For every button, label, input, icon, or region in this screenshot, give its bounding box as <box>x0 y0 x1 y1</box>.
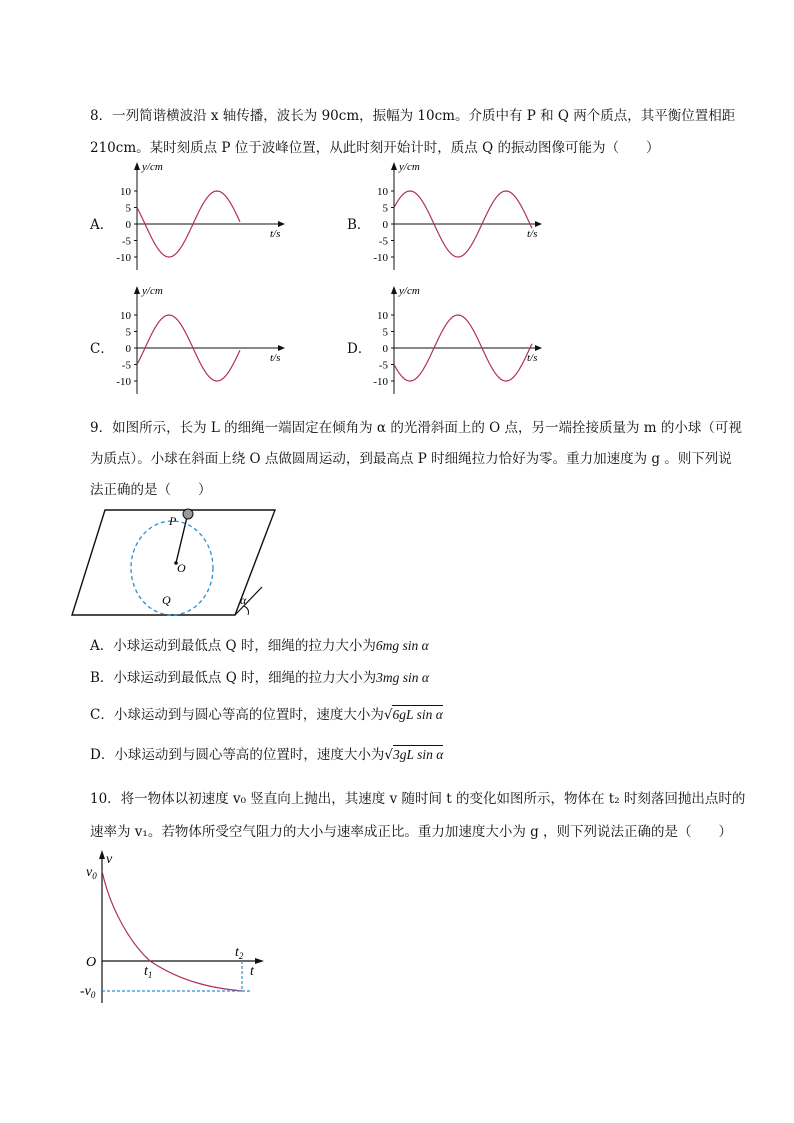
q10-label-t1-sub: 1 <box>147 970 153 980</box>
y-axis-label: y/cm <box>142 161 163 173</box>
q9-label-O: O <box>177 561 186 575</box>
q9-stem-line2: 为质点）。小球在斜面上绕 O 点做圆周运动，到最高点 P 时细绳拉力恰好为零。重力加速度为 g 。则下列说 <box>90 451 732 467</box>
q10-label-t: t <box>250 964 254 979</box>
y-axis-label: y/cm <box>399 161 420 173</box>
q9-option-a[interactable] <box>90 634 429 654</box>
q10-label-t1: t <box>144 964 148 979</box>
q9-option-d-text: D．小球运动到与圆心等高的位置时，速度大小为 <box>90 747 385 763</box>
q9-option-a-formula: 6mg sin α <box>375 638 429 653</box>
q10-label-t2-sub: 2 <box>238 951 244 961</box>
q10-stem-line2: 速率为 v₁。若物体所受空气阻力的大小与速率成正比。重力加速度大小为 g ，则下列说法正确的是（ ） <box>90 824 733 840</box>
q9-option-c[interactable] <box>90 703 443 723</box>
y-tick-label: 5 <box>125 326 131 339</box>
y-axis-arrow-icon <box>391 286 397 294</box>
svg-text:-v0 <box>80 984 96 1000</box>
y-tick-label: 5 <box>382 202 388 215</box>
y-tick-label: -5 <box>121 359 131 372</box>
t-axis-arrow-icon <box>278 345 285 351</box>
q8-option-a-graph <box>90 162 290 277</box>
q8-option-c-label[interactable]: C． <box>90 341 114 357</box>
q9-option-a-text: A．小球运动到最低点 Q 时，细绳的拉力大小为 <box>90 638 376 654</box>
y-axis-label: y/cm <box>142 285 163 297</box>
y-axis-arrow-icon <box>134 162 140 170</box>
y-tick-label: 5 <box>382 326 388 339</box>
y-tick-label: -10 <box>373 376 388 388</box>
q8-option-b-graph <box>347 162 547 277</box>
q10-label-v: v <box>106 852 113 867</box>
y-tick-label: -5 <box>121 235 131 248</box>
y-tick-label: 10 <box>120 310 131 322</box>
q10-label-v0: v <box>86 865 93 880</box>
q9-option-b-text: B．小球运动到最低点 Q 时，细绳的拉力大小为 <box>90 670 377 686</box>
q10-stem-line1: 10．将一物体以初速度 v₀ 竖直向上抛出，其速度 v 随时间 t 的变化如图所示，物体在 t₂ 时刻落回抛出点时的 <box>90 791 746 807</box>
q8-option-b-label[interactable]: B． <box>347 217 371 233</box>
q10-label-neg-v0: -v <box>80 984 91 999</box>
q9-label-alpha: α <box>240 593 247 607</box>
y-tick-label: 10 <box>377 186 388 198</box>
q9-label-P: P <box>169 514 177 528</box>
q9-label-Q: Q <box>162 593 171 607</box>
y-tick-label: 10 <box>377 310 388 322</box>
y-tick-label: -5 <box>378 359 388 372</box>
svg-text:t1 <box>144 964 152 980</box>
t-axis-label: t/s <box>270 352 281 364</box>
t-axis-arrow-icon <box>535 345 542 351</box>
q10-label-v0-sub: 0 <box>92 871 97 881</box>
y-tick-label: 0 <box>382 343 388 355</box>
svg-text:v0 <box>86 865 97 881</box>
q8-option-d-label[interactable]: D． <box>347 341 372 357</box>
y-axis-arrow-icon <box>134 286 140 294</box>
q9-option-c-formula: 6gL sin α <box>392 707 443 722</box>
y-axis-arrow-icon <box>391 162 397 170</box>
y-tick-label: -5 <box>378 235 388 248</box>
q10-label-t2: t <box>235 945 239 960</box>
t-axis-label: t/s <box>527 352 538 364</box>
t-axis-label: t/s <box>527 228 538 240</box>
q8-stem-line1: 8．一列简谐横波沿 x 轴传播，波长为 90cm，振幅为 10cm。介质中有 P 和 Q 两个质点，其平衡位置相距 <box>90 108 736 124</box>
q10-label-O: O <box>86 955 97 970</box>
q9-stem-line1: 9．如图所示，长为 L 的细绳一端固定在倾角为 α 的光滑斜面上的 O 点，另一端拴接质量为 m 的小球（可视 <box>90 420 742 436</box>
y-tick-label: 5 <box>125 202 131 215</box>
q8-option-d-graph <box>347 286 547 401</box>
y-axis-label: y/cm <box>399 285 420 297</box>
q9-option-c-text: C．小球运动到与圆心等高的位置时，速度大小为 <box>90 707 384 723</box>
sqrt-icon: √ <box>384 747 393 763</box>
q9-option-b[interactable] <box>90 666 429 686</box>
t-axis-arrow-icon <box>535 221 542 227</box>
q9-stem-line3: 法正确的是（ ） <box>90 482 212 498</box>
q9-option-b-formula: 3mg sin α <box>376 670 429 685</box>
q10-velocity-graph <box>80 848 280 1008</box>
y-tick-label: 0 <box>125 219 131 231</box>
svg-text:t2 <box>235 945 244 961</box>
y-tick-label: 0 <box>382 219 388 231</box>
q8-option-a-label[interactable]: A． <box>90 217 114 233</box>
y-tick-label: -10 <box>116 376 131 388</box>
q9-option-d[interactable] <box>90 743 443 763</box>
q9-incline-figure <box>70 505 290 620</box>
y-tick-label: -10 <box>373 252 388 264</box>
q8-stem-line2: 210cm。某时刻质点 P 位于波峰位置，从此时刻开始计时，质点 Q 的振动图像可能为（ ） <box>90 140 660 156</box>
sqrt-icon: √ <box>383 707 393 723</box>
t-axis-arrow-icon <box>278 221 285 227</box>
q9-option-d-formula: 3gL sin α <box>392 747 444 762</box>
q10-label-neg-v0-sub: 0 <box>90 990 96 1000</box>
y-tick-label: 0 <box>125 343 131 355</box>
q8-option-c-graph <box>90 286 290 401</box>
y-tick-label: 10 <box>120 186 131 198</box>
t-axis-label: t/s <box>270 228 281 240</box>
y-tick-label: -10 <box>116 252 131 264</box>
